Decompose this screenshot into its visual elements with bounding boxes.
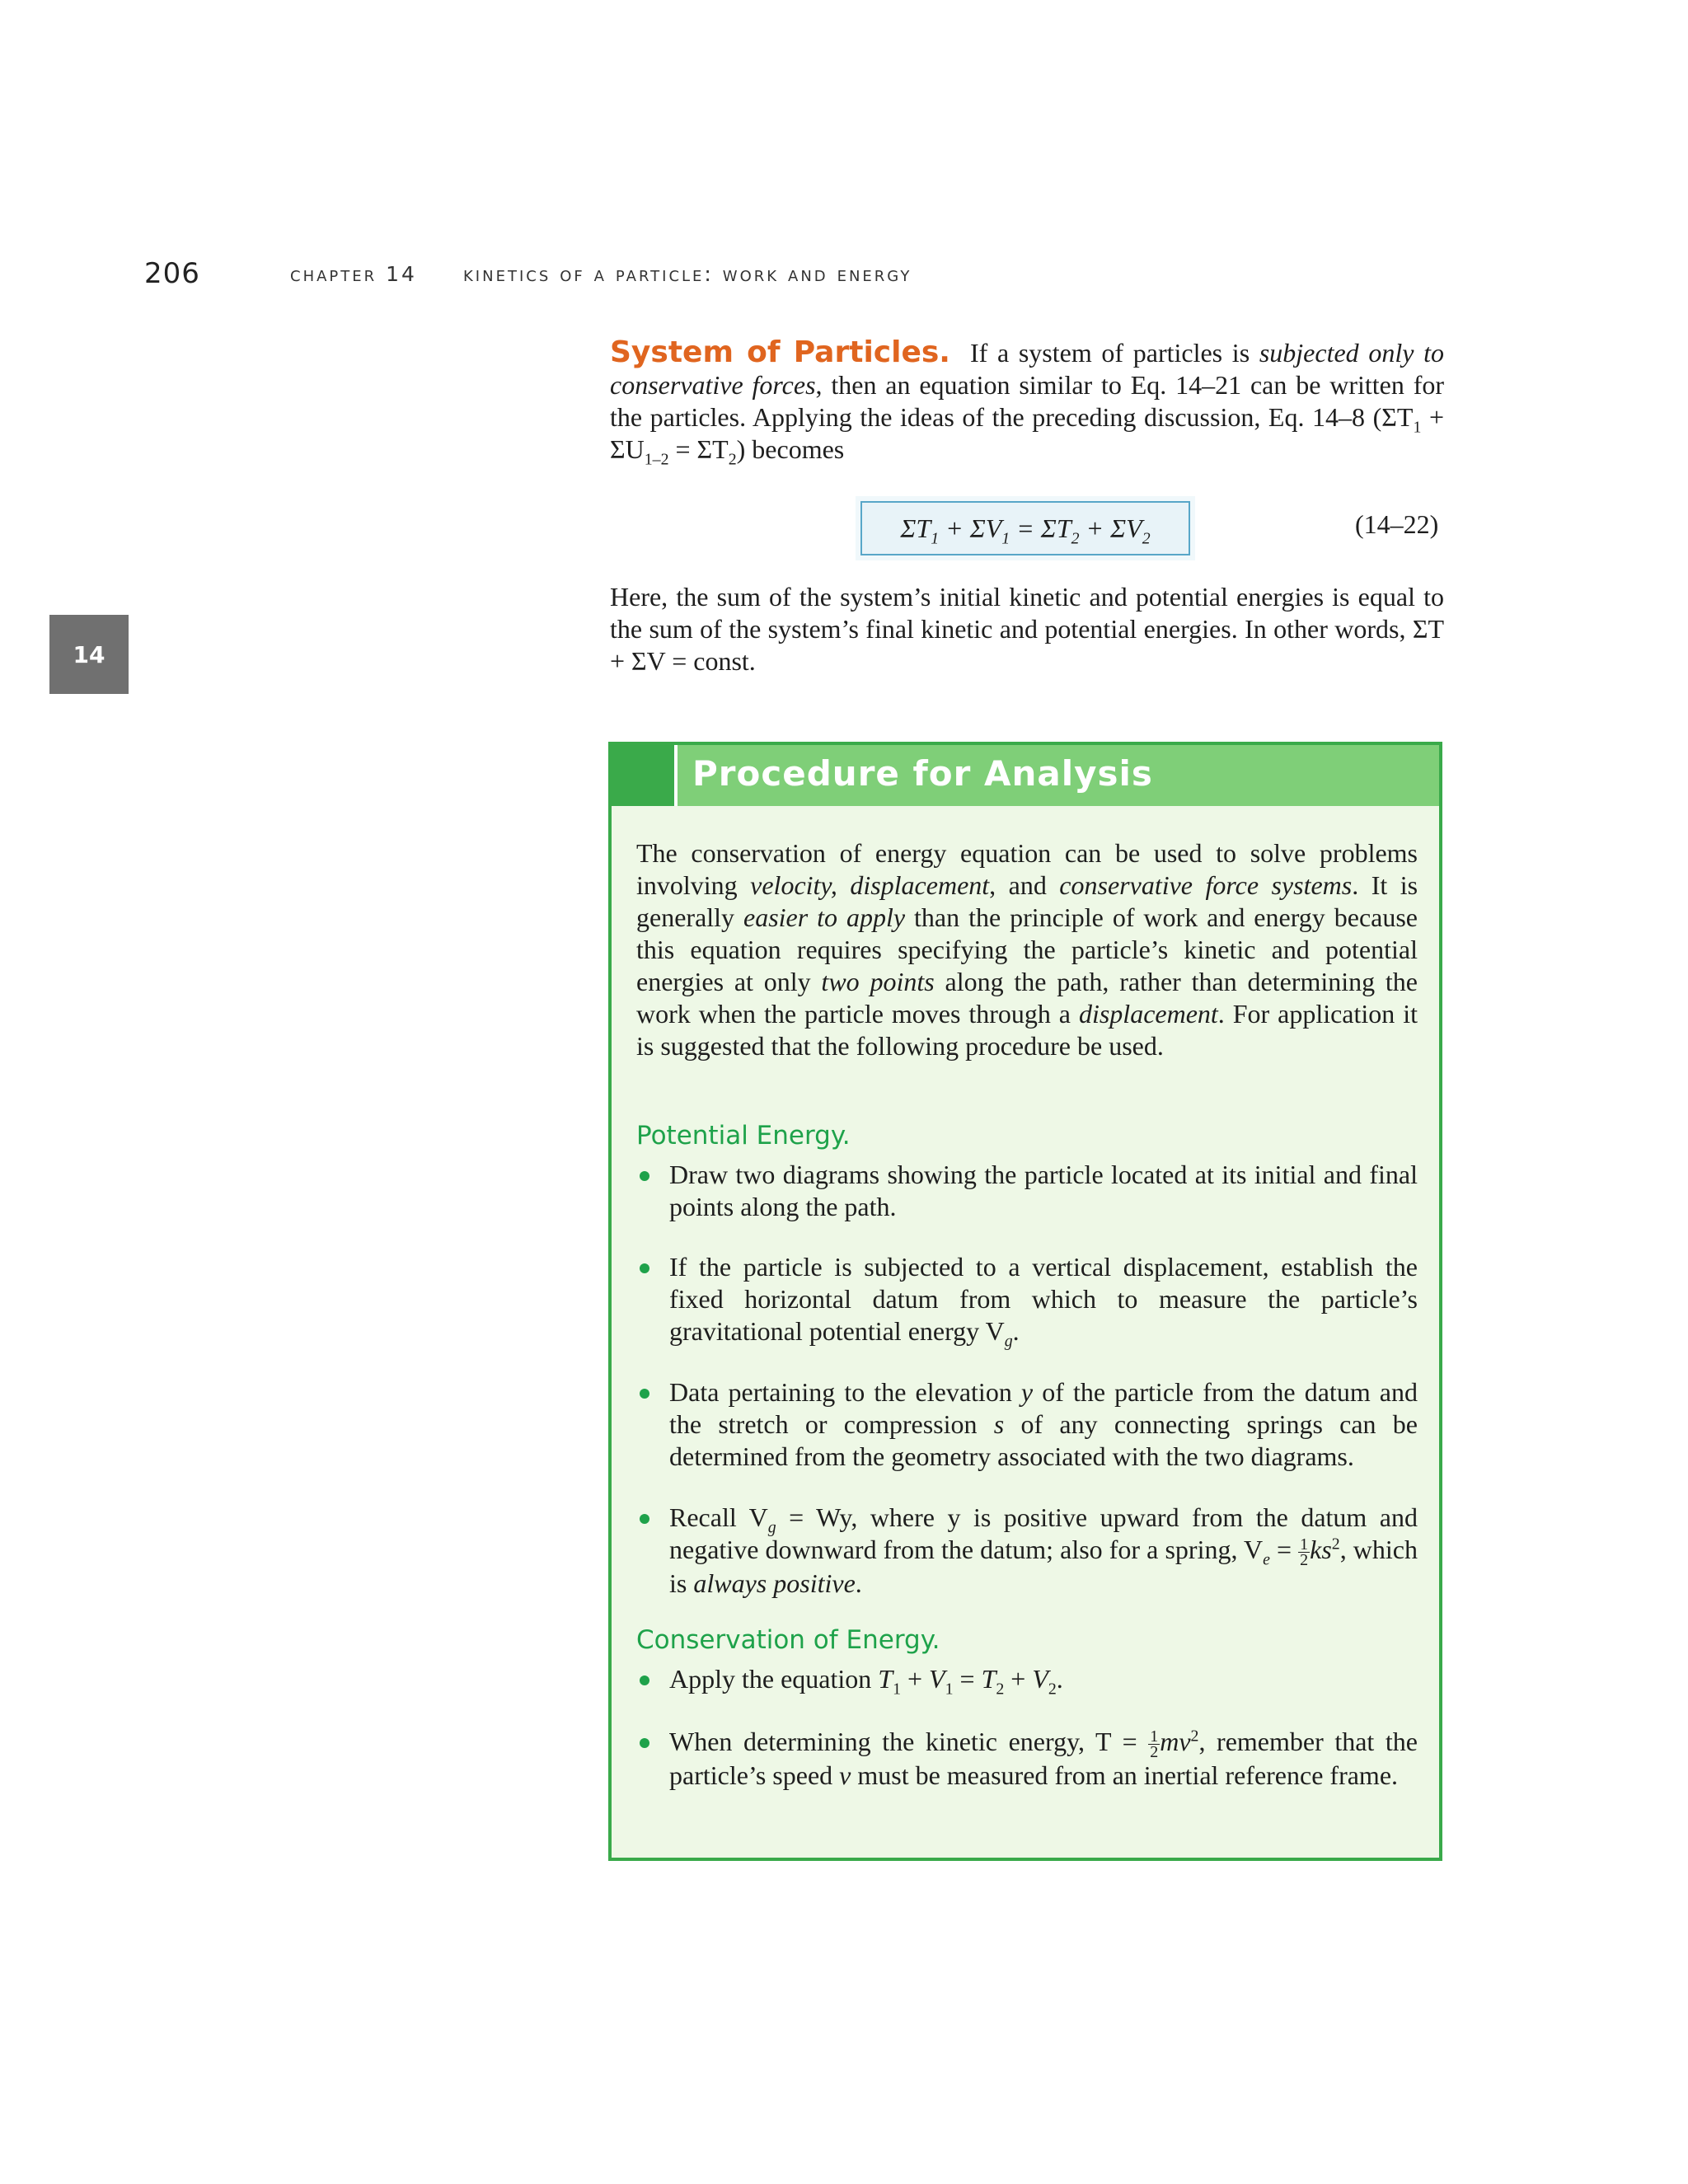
bullet3-text: of any connecting springs can be determined from the geometry associated with the two diagrams.	[669, 1409, 1418, 1471]
procedure-header	[612, 745, 1439, 806]
list-item-text: Draw two diagrams showing the particle located at its initial and final points along the path.	[669, 1160, 1418, 1221]
section-heading: System of Particles.	[610, 335, 950, 369]
procedure-header-accent	[612, 745, 678, 806]
bullet-icon	[640, 1738, 649, 1748]
intro-text: along the path, rather than determining the work when the particle moves through a	[636, 967, 1418, 1029]
para1-text: ) becomes	[736, 434, 845, 464]
list-item-text: Data pertaining to the elevation y of the particle from the datum and the stretch or compression s of any connecting springs can be determined from the geometry associated with the two diagrams.	[669, 1377, 1418, 1471]
procedure-intro	[636, 837, 1418, 1062]
intro-emphasis: easier to apply	[743, 902, 906, 932]
bullet4-emphasis: always positive	[693, 1568, 856, 1599]
para1-text: , then an equation similar to Eq. 14–21 can be written for the particles. Applying the ideas of the preceding discussion, Eq. 14–8 (ΣT	[610, 370, 1445, 432]
intro-emphasis: displacement	[1078, 999, 1218, 1029]
intro-emphasis: velocity, displacement	[750, 870, 990, 900]
chapter-title: kinetics of a particle: work and energy	[463, 262, 912, 286]
bullet6-text: When determining the kinetic energy, T =	[669, 1727, 1149, 1756]
bullet-icon	[640, 1514, 649, 1524]
procedure-title: Procedure for Analysis	[692, 753, 1153, 794]
bullet-icon	[640, 1675, 649, 1685]
equation: $\Sigma T_1 + \Sigma V_1 = \Sigma T_2 + \Sigma V_2$	[900, 513, 1151, 547]
para1-text: + ΣU	[610, 402, 1445, 464]
intro-text: . It is generally	[636, 870, 1418, 932]
list-item-text: If the particle is subjected to a vertical displacement, establish the fixed horizontal datum from which to measure the particle’s gravitational potential energy $V_g$.	[669, 1252, 1418, 1351]
page-number: 206	[144, 257, 200, 290]
intro-text: . For application it is suggested that the following procedure be used.	[636, 999, 1418, 1061]
para1-emphasis: subjected only to conservative forces	[610, 338, 1445, 400]
list-item-text: Apply the equation $T_1 + V_1 = T_2 + V_2$.	[669, 1664, 1063, 1699]
intro-text: , and	[989, 870, 1060, 900]
equation-box	[860, 501, 1190, 555]
para1-text: If a system of particles is	[969, 338, 1259, 368]
bullet3-text: of the particle from the datum and the stretch or compression	[669, 1377, 1418, 1439]
system-of-particles-paragraph: System of Particles. If a system of particles is subjected only to conservative forces, then an equation similar to Eq. 14–21 can be written for the particles. Applying the ideas of the preceding discussion, Eq. 14–8 $(\Sigma T_1 + \Sigma U_{1-2} = \Sigma T_2)$ becomes	[610, 335, 1445, 469]
intro-emphasis: two points	[821, 967, 935, 996]
intro-text: than the principle of work and energy because this equation requires specifying the particle’s kinetic and potential energies at only	[636, 902, 1418, 996]
bullet3-text: Data pertaining to the elevation	[669, 1377, 1021, 1407]
procedure-box	[608, 742, 1442, 1861]
bullet4-text: , which is	[669, 1535, 1418, 1599]
para1-text: = ΣT	[668, 434, 729, 464]
bullet2-text: If the particle is subjected to a vertical displacement, establish the fixed horizontal datum from which to measure the particle’s gravitational potential energy V	[669, 1252, 1418, 1346]
list-item-text: Recall $V_g = Wy$, where y is positive upward from the datum and negative downward from the datum; also for a spring, $V_e$ = $\frac{1}{2}$ $ks^2$, which is always positive.	[669, 1502, 1418, 1599]
chapter-label: chapter 14	[290, 262, 417, 286]
equation-number: (14–22)	[1355, 509, 1439, 539]
bullet-icon	[640, 1171, 649, 1181]
bullet-icon	[640, 1263, 649, 1273]
potential-energy-heading: Potential Energy.	[636, 1121, 851, 1151]
intro-text: The conservation of energy equation can be used to solve problems involving	[636, 838, 1418, 900]
conservation-of-energy-heading: Conservation of Energy.	[636, 1625, 940, 1655]
bullet4-text: Recall V	[669, 1502, 768, 1532]
intro-emphasis: conservative force systems	[1059, 870, 1353, 900]
bullet6-math: mv	[1160, 1727, 1191, 1756]
bullet6-text: , remember that the particle’s speed	[669, 1727, 1418, 1791]
list-item-text: When determining the kinetic energy, T = $\frac{1}{2}$ $mv^2$, remember that the particle’s speed v must be measured from an inertial reference frame.	[669, 1727, 1418, 1791]
bullet6-text: must be measured from an inertial reference frame.	[851, 1760, 1399, 1791]
fraction-half: $\frac{1}{2}$	[1300, 1535, 1309, 1570]
fraction-half: $\frac{1}{2}$	[1150, 1727, 1159, 1762]
bullet4-text: = Wy, where y is positive upward from the datum and negative downward from the datum; also for a spring, V	[669, 1502, 1418, 1564]
chapter-tab	[49, 615, 129, 694]
bullet-icon	[640, 1389, 649, 1399]
chapter-tab-label: 14	[73, 640, 106, 668]
bullet4-math: ks	[1310, 1535, 1332, 1564]
energy-summary-paragraph: Here, the sum of the system’s initial kinetic and potential energies is equal to the sum of the system’s final kinetic and potential energies. In other words, ΣT + ΣV = const.	[610, 582, 1444, 676]
